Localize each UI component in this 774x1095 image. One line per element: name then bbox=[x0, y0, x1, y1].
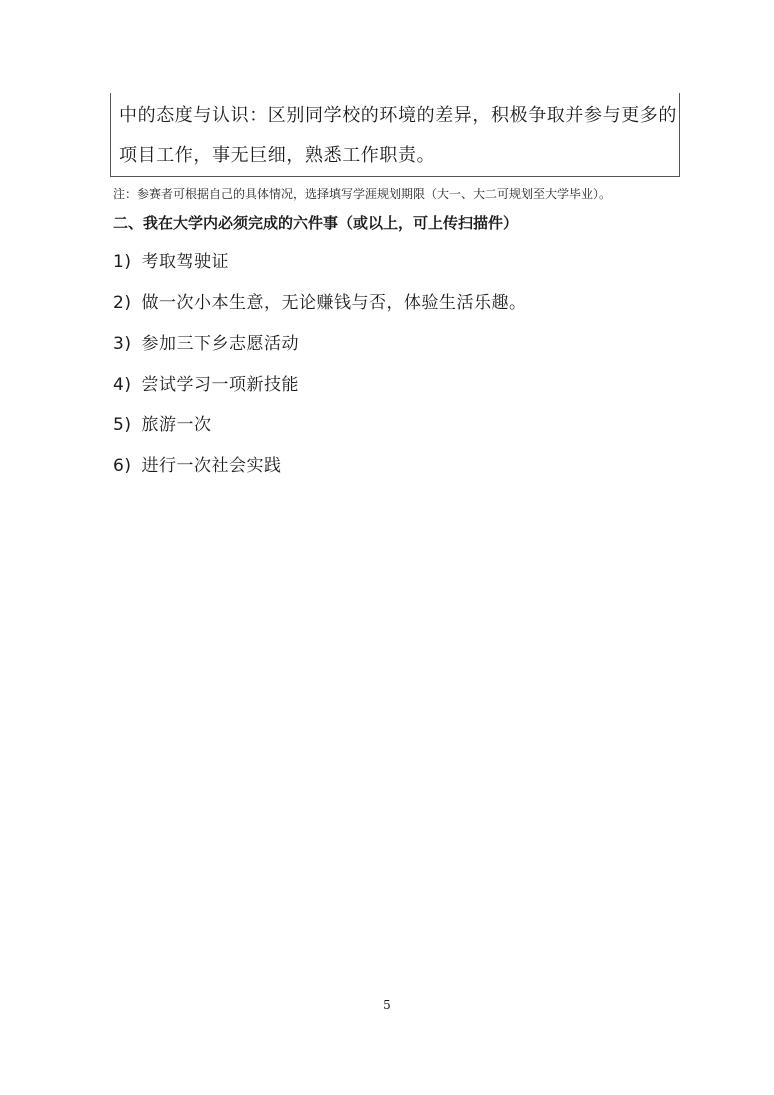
text-box-continuation bbox=[110, 93, 680, 177]
list-item-text: 做一次小本生意，无论赚钱与否，体验生活乐趣。 bbox=[141, 293, 527, 313]
list-item bbox=[113, 288, 526, 313]
list-item-text: 考取驾驶证 bbox=[141, 252, 229, 272]
footnote: 注：参赛者可根据自己的具体情况，选择填写学涯规划期限（大一、大二可规划至大学毕业）。 bbox=[113, 187, 612, 201]
list-item-number: 5) bbox=[113, 415, 132, 435]
list-item-text: 参加三下乡志愿活动 bbox=[141, 334, 299, 354]
section-heading: 二、我在大学内必须完成的六件事（或以上，可上传扫描件） bbox=[113, 214, 519, 232]
list-item-number: 1) bbox=[113, 252, 132, 272]
list-item bbox=[113, 410, 211, 435]
list-item-text: 尝试学习一项新技能 bbox=[141, 375, 299, 395]
list-item bbox=[113, 370, 299, 395]
list-item-text: 旅游一次 bbox=[141, 415, 212, 435]
list-item-number: 6) bbox=[113, 456, 132, 476]
box-text-line-2: 项目工作，事无巨细，熟悉工作职责。 bbox=[119, 145, 436, 166]
list-item-number: 3) bbox=[113, 334, 132, 354]
list-item bbox=[113, 451, 281, 476]
list-item bbox=[113, 329, 299, 354]
list-item-text: 进行一次社会实践 bbox=[141, 456, 282, 476]
list-item-number: 4) bbox=[113, 375, 132, 395]
page-number: 5 bbox=[383, 998, 391, 1012]
box-text-line-1: 中的态度与认识：区别同学校的环境的差异，积极争取并参与更多的 bbox=[119, 105, 677, 126]
list-item-number: 2) bbox=[113, 293, 132, 313]
list-item bbox=[113, 247, 229, 272]
